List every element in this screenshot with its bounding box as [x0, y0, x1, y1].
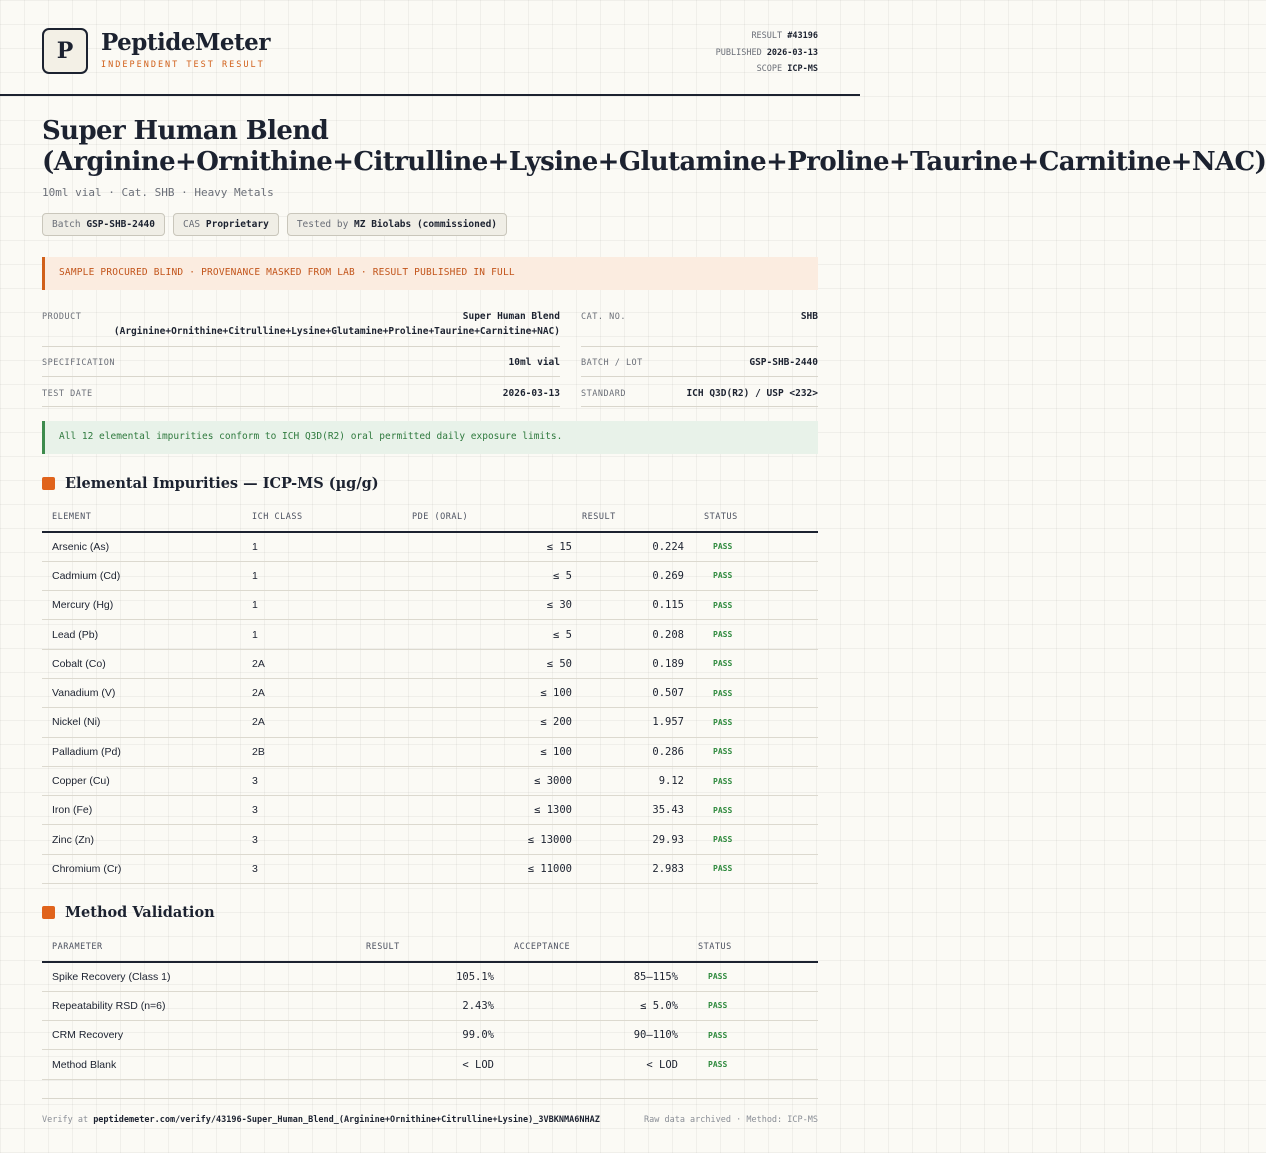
status-badge: PASS — [694, 532, 818, 561]
element-cell: Nickel (Ni) — [42, 708, 242, 737]
table-row — [42, 708, 818, 737]
result-cell: 2.983 — [572, 854, 694, 883]
table-row — [42, 991, 818, 1020]
pde-cell: ≤ 11000 — [402, 854, 572, 883]
report-meta — [716, 28, 818, 78]
batch-chip: Batch GSP-SHB-2440 — [42, 213, 165, 236]
blind-notice: SAMPLE PROCURED BLIND · PROVENANCE MASKED FROM LAB · RESULT PUBLISHED IN FULL — [42, 257, 818, 290]
element-cell: Lead (Pb) — [42, 620, 242, 649]
pde-cell: ≤ 50 — [402, 649, 572, 678]
ich-class-cell: 2A — [242, 649, 402, 678]
result-cell: 99.0% — [342, 1021, 504, 1050]
scope: SCOPE ICP-MS — [756, 64, 818, 74]
ich-class-cell: 1 — [242, 620, 402, 649]
table-row — [42, 649, 818, 678]
status-badge: PASS — [694, 737, 818, 766]
status-badge: PASS — [688, 962, 818, 991]
ich-class-cell: 2A — [242, 678, 402, 707]
table-row — [42, 678, 818, 707]
result-cell: 0.115 — [572, 591, 694, 620]
status-badge: PASS — [688, 991, 818, 1020]
pde-cell: ≤ 200 — [402, 708, 572, 737]
result-id: RESULT #43196 — [751, 31, 818, 41]
result-cell: 9.12 — [572, 766, 694, 795]
pde-cell: ≤ 3000 — [402, 766, 572, 795]
element-cell: Vanadium (V) — [42, 678, 242, 707]
section-marker-icon — [42, 477, 55, 490]
cas-chip: CAS Proprietary — [173, 213, 279, 236]
status-badge: PASS — [688, 1021, 818, 1050]
pde-cell: ≤ 15 — [402, 532, 572, 561]
acceptance-cell: ≤ 5.0% — [504, 991, 688, 1020]
status-badge: PASS — [694, 708, 818, 737]
table-row — [42, 620, 818, 649]
result-cell: 0.286 — [572, 737, 694, 766]
acceptance-cell: 90–110% — [504, 1021, 688, 1050]
catno-row: CAT. NO. SHB — [581, 311, 818, 322]
result-cell: 0.208 — [572, 620, 694, 649]
parameter-cell: Repeatability RSD (n=6) — [42, 991, 342, 1020]
spec-row: SPECIFICATION 10ml vial — [42, 357, 560, 368]
result-cell: 0.507 — [572, 678, 694, 707]
pde-cell: ≤ 100 — [402, 678, 572, 707]
result-cell: 1.957 — [572, 708, 694, 737]
element-cell: Copper (Cu) — [42, 766, 242, 795]
status-badge: PASS — [694, 561, 818, 590]
acceptance-cell: < LOD — [504, 1050, 688, 1079]
element-cell: Iron (Fe) — [42, 796, 242, 825]
table-row — [42, 1050, 818, 1079]
result-cell: 0.269 — [572, 561, 694, 590]
published-date: PUBLISHED 2026-03-13 — [715, 47, 818, 58]
standard-row: STANDARD ICH Q3D(R2) / USP <232> — [581, 388, 818, 399]
result-cell: 0.189 — [572, 649, 694, 678]
status-badge: PASS — [694, 796, 818, 825]
ich-class-cell: 2A — [242, 708, 402, 737]
element-cell: Palladium (Pd) — [42, 737, 242, 766]
table-row — [42, 962, 818, 991]
table-row — [42, 532, 818, 561]
logo-icon: P — [42, 28, 88, 74]
pde-cell: ≤ 30 — [402, 591, 572, 620]
element-cell: Cobalt (Co) — [42, 649, 242, 678]
element-cell: Zinc (Zn) — [42, 825, 242, 854]
report-header — [0, 0, 860, 96]
pde-cell: ≤ 5 — [402, 561, 572, 590]
table-row — [42, 561, 818, 590]
result-cell: 35.43 — [572, 796, 694, 825]
result-cell: 0.224 — [572, 532, 694, 561]
ich-class-cell: 3 — [242, 854, 402, 883]
table-row — [42, 825, 818, 854]
pde-cell: ≤ 13000 — [402, 825, 572, 854]
ich-class-cell: 1 — [242, 561, 402, 590]
parameter-cell: Method Blank — [42, 1050, 342, 1079]
status-badge: PASS — [694, 766, 818, 795]
page-title: Super Human Blend (Arginine+Ornithine+Citrulline+Lysine+Glutamine+Proline+Taurine+Carnitine+NAC) — [42, 116, 1266, 177]
impurities-table — [42, 502, 818, 884]
page-subtitle: 10ml vial · Cat. SHB · Heavy Metals — [42, 186, 274, 199]
validation-table — [42, 932, 818, 1080]
status-badge: PASS — [688, 1050, 818, 1079]
ich-class-cell: 3 — [242, 825, 402, 854]
table-row — [42, 766, 818, 795]
status-badge: PASS — [694, 854, 818, 883]
brand-name: PeptideMeter — [101, 29, 270, 56]
ich-class-cell: 1 — [242, 532, 402, 561]
pde-cell: ≤ 100 — [402, 737, 572, 766]
impurities-section-title: Elemental Impurities — ICP-MS (µg/g) — [42, 475, 379, 492]
section-marker-icon — [42, 906, 55, 919]
result-cell: 29.93 — [572, 825, 694, 854]
pde-cell: ≤ 5 — [402, 620, 572, 649]
batch-row: BATCH / LOT GSP-SHB-2440 — [581, 357, 818, 368]
table-row — [42, 737, 818, 766]
ich-class-cell: 1 — [242, 591, 402, 620]
table-row — [42, 591, 818, 620]
result-cell: 105.1% — [342, 962, 504, 991]
status-badge: PASS — [694, 649, 818, 678]
ich-class-cell: 3 — [242, 796, 402, 825]
element-cell: Cadmium (Cd) — [42, 561, 242, 590]
parameter-cell: Spike Recovery (Class 1) — [42, 962, 342, 991]
verify-text: Verify at peptidemeter.com/verify/43196-Super_Human_Blend_(Arginine+Ornithine+Citrulline+Lysine)_3VBKNMA6NHAZ — [42, 1115, 600, 1125]
date-row: TEST DATE 2026-03-13 — [42, 388, 560, 399]
ich-class-cell: 3 — [242, 766, 402, 795]
verify-link[interactable]: peptidemeter.com/verify/43196-Super_Human_Blend_(Arginine+Ornithine+Citrulline+Lysine)_3VBKNMA6NHAZ — [93, 1115, 600, 1125]
product-value: Super Human Blend (Arginine+Ornithine+Citrulline+Lysine+Glutamine+Proline+Taurine+Carnitine+NAC) — [113, 311, 560, 337]
pde-cell: ≤ 1300 — [402, 796, 572, 825]
product-row: PRODUCT Super Human Blend (Arginine+Ornithine+Citrulline+Lysine+Glutamine+Proline+Taurine+Carnitine+NAC) — [42, 311, 560, 337]
table-row — [42, 1021, 818, 1050]
validation-section-title: Method Validation — [42, 904, 215, 921]
chip-row — [42, 213, 507, 236]
footer-note: Raw data archived · Method: ICP-MS — [644, 1115, 818, 1125]
ich-class-cell: 2B — [242, 737, 402, 766]
status-badge: PASS — [694, 825, 818, 854]
parameter-cell: CRM Recovery — [42, 1021, 342, 1050]
element-cell: Mercury (Hg) — [42, 591, 242, 620]
status-badge: PASS — [694, 678, 818, 707]
table-row — [42, 854, 818, 883]
table-header-row: ELEMENT ICH CLASS PDE (ORAL) RESULT STATUS — [42, 502, 818, 532]
acceptance-cell: 85–115% — [504, 962, 688, 991]
table-row — [42, 796, 818, 825]
brand-tagline: INDEPENDENT TEST RESULT — [101, 60, 265, 70]
conformance-banner: All 12 elemental impurities conform to ICH Q3D(R2) oral permitted daily exposure limits. — [42, 421, 818, 454]
result-cell: < LOD — [342, 1050, 504, 1079]
table-header-row: PARAMETER RESULT ACCEPTANCE STATUS — [42, 932, 818, 962]
element-cell: Arsenic (As) — [42, 532, 242, 561]
tested-by-chip: Tested by MZ Biolabs (commissioned) — [287, 213, 507, 236]
status-badge: PASS — [694, 591, 818, 620]
result-cell: 2.43% — [342, 991, 504, 1020]
element-cell: Chromium (Cr) — [42, 854, 242, 883]
status-badge: PASS — [694, 620, 818, 649]
